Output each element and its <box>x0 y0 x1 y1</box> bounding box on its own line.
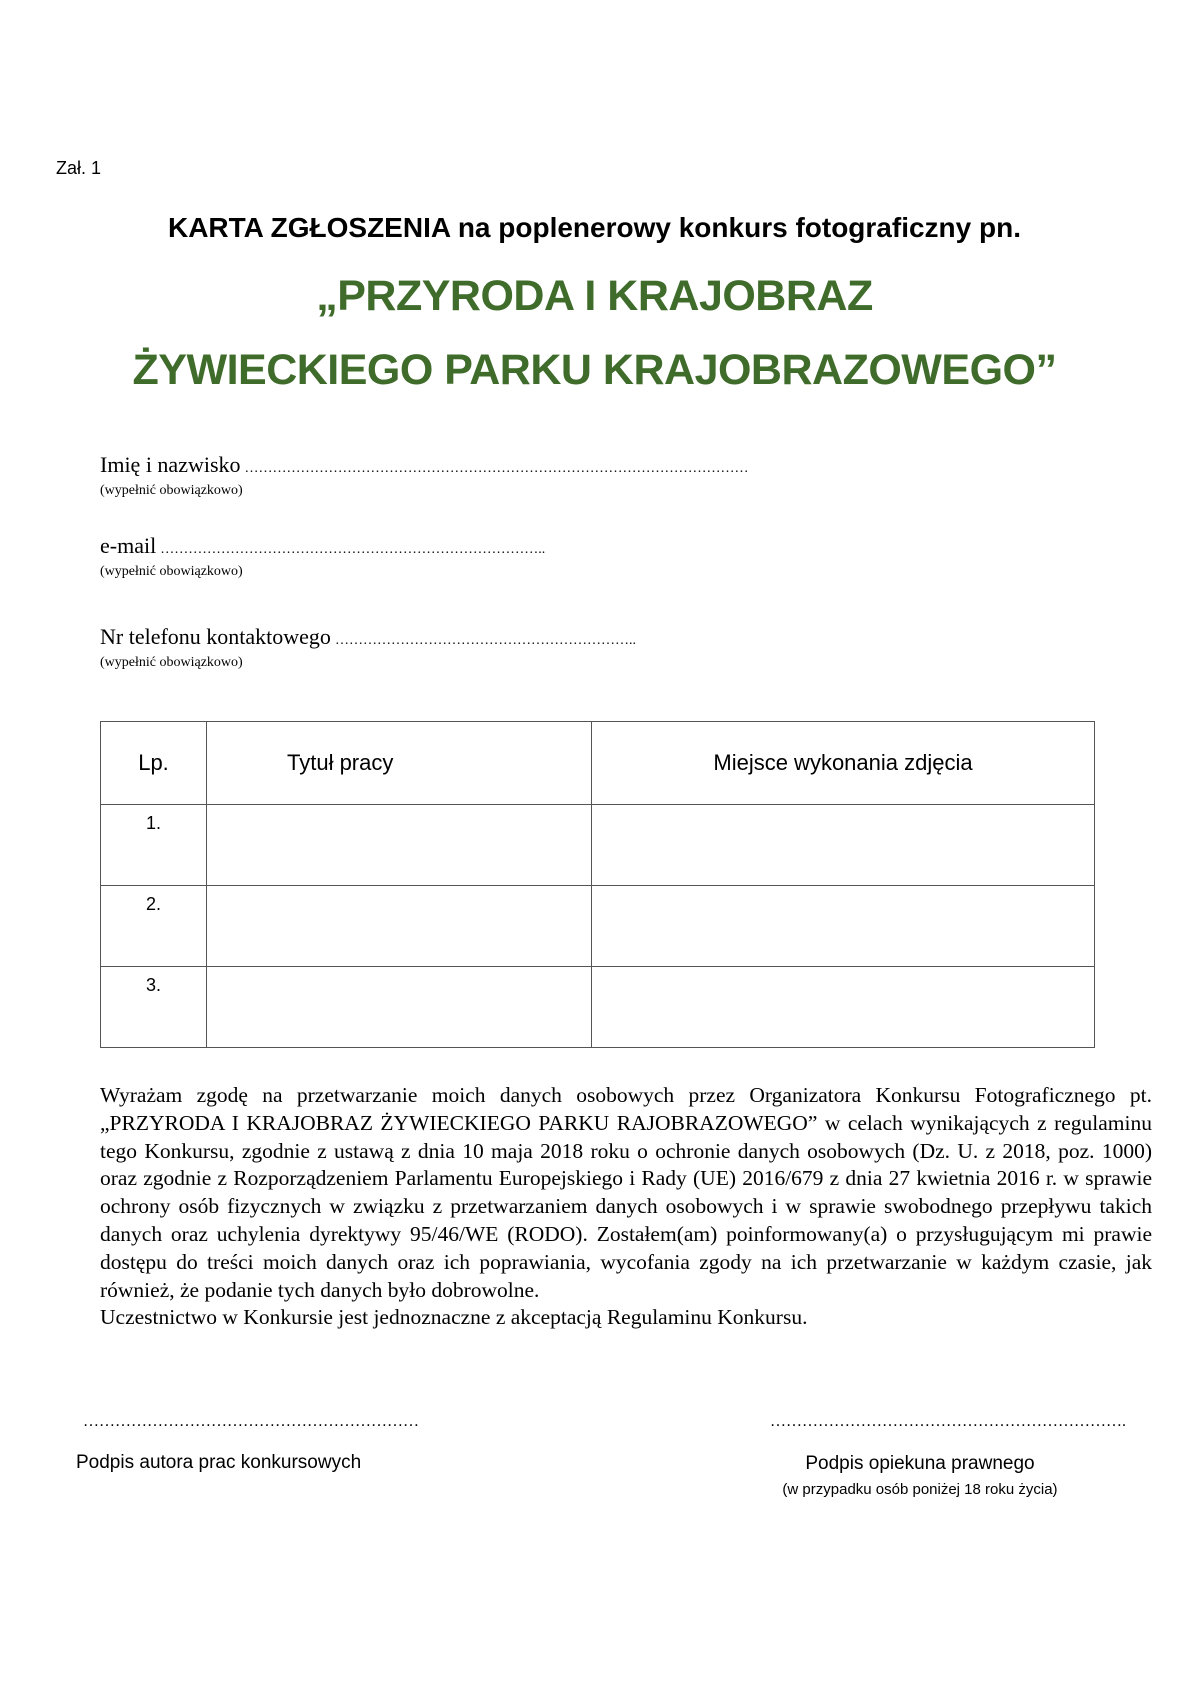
title-cell[interactable] <box>207 967 592 1048</box>
table-row <box>101 886 1095 967</box>
title-cell[interactable] <box>207 886 592 967</box>
table-row <box>101 805 1095 886</box>
form-heading: KARTA ZGŁOSZENIA na poplenerowy konkurs fotograficzny pn. <box>167 212 1021 243</box>
phone-field-input[interactable]: ……………………………………………………….. <box>334 633 636 648</box>
row-number-cell <box>101 967 207 1048</box>
phone-field-hint: (wypełnić obowiązkowo) <box>100 655 243 670</box>
row-number-cell <box>101 805 207 886</box>
header-place: Miejsce wykonania zdjęcia <box>592 722 1095 805</box>
contest-title-line-2: ŻYWIECKIEGO PARKU KRAJOBRAZOWEGO” <box>132 346 1057 394</box>
name-field-input[interactable]: ……………………………………………………………………………………………… <box>244 461 749 476</box>
attachment-label: Zał. 1 <box>56 158 102 178</box>
email-field-input[interactable]: ……………………………………………………………………….. <box>160 542 546 557</box>
guardian-signature-note: (w przypadku osób poniżej 18 roku życia) <box>782 1481 1058 1498</box>
contest-title-line-1: „PRZYRODA I KRAJOBRAZ <box>316 272 873 320</box>
header-lp: Lp. <box>101 722 207 805</box>
author-signature-line[interactable]: ……………………………………………………… <box>83 1413 419 1430</box>
header-title: Tytuł pracy <box>207 722 592 805</box>
phone-field-label: Nr telefonu kontaktowego <box>100 624 331 649</box>
consent-text <box>100 1082 1152 1332</box>
participation-statement: Uczestnictwo w Konkursie jest jednoznaczne z akceptacją Regulaminu Konkursu. <box>100 1305 808 1330</box>
table-row <box>101 967 1095 1048</box>
row-number: 1. <box>145 813 161 833</box>
row-number: 3. <box>145 975 161 995</box>
guardian-signature-label: Podpis opiekuna prawnego <box>805 1453 1035 1474</box>
name-field-hint: (wypełnić obowiązkowo) <box>100 483 243 498</box>
row-number-cell <box>101 886 207 967</box>
table-header-row <box>101 722 1095 805</box>
place-cell[interactable] <box>592 886 1095 967</box>
author-signature-label: Podpis autora prac konkursowych <box>76 1452 362 1473</box>
email-field-label: e-mail <box>100 533 157 558</box>
phone-field[interactable] <box>100 624 636 650</box>
place-cell[interactable] <box>592 967 1095 1048</box>
title-cell[interactable] <box>207 805 592 886</box>
consent-paragraph: Wyrażam zgodę na przetwarzanie moich danych osobowych przez Organizatora Konkursu Fotograficznego pt. „PRZYRODA I KRAJOBRAZ ŻYWIECKIEGO PARKU RAJOBRAZOWEGO” w celach wynikających z regulaminu tego Konkursu, zgodnie z ustawą z dnia 10 maja 2018 roku o ochronie danych osobowych (Dz. U. z 2018, poz. 1000) oraz zgodnie z Rozporządzeniem Parlamentu Europejskiego i Rady (UE) 2016/679 z dnia 27 kwietnia 2016 r. w sprawie ochrony osób fizycznych w związku z przetwarzaniem danych osobowych i w sprawie swobodnego przepływu takich danych oraz uchylenia dyrektywy 95/46/WE (RODO). Zostałem(am) poinformowany(a) o przysługującym mi prawie dostępu do treści moich danych oraz ich poprawiania, wycofania zgody na ich przetwarzanie w każdym czasie, jak również, że podanie tych danych było dobrowolne. <box>100 1083 1152 1302</box>
email-field[interactable] <box>100 533 545 559</box>
works-table <box>100 721 1095 1048</box>
place-cell[interactable] <box>592 805 1095 886</box>
email-field-hint: (wypełnić obowiązkowo) <box>100 564 243 579</box>
guardian-signature-line[interactable]: …………………………………………………………. <box>770 1413 1126 1430</box>
row-number: 2. <box>145 894 161 914</box>
name-field[interactable] <box>100 452 749 478</box>
name-field-label: Imię i nazwisko <box>100 452 241 477</box>
